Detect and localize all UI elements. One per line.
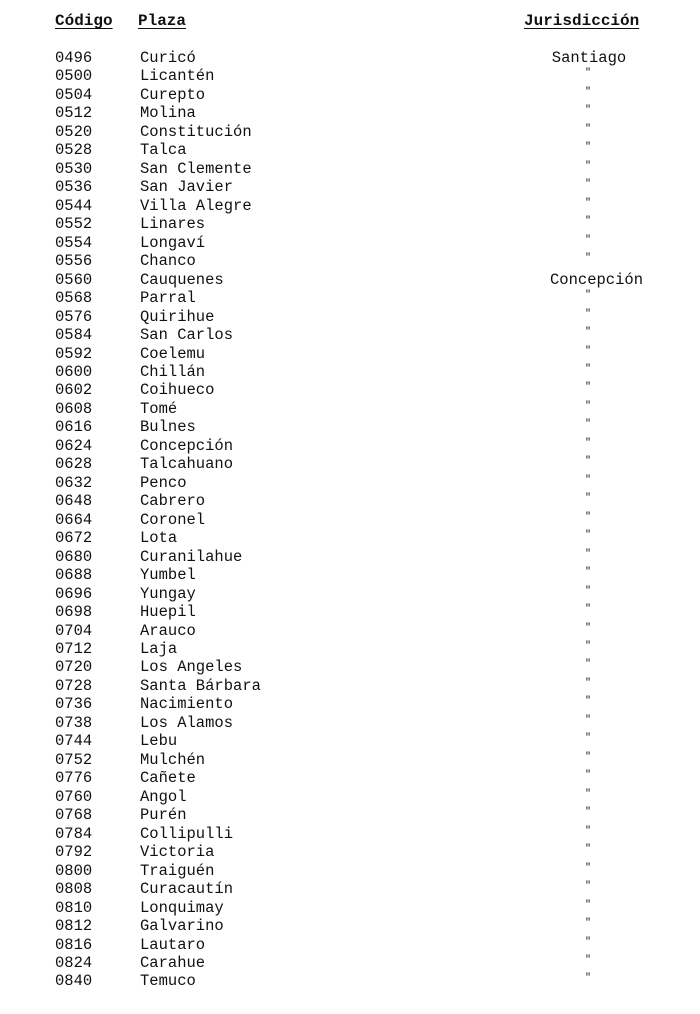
table-row (0, 529, 700, 547)
codigo-cell: 0704 (55, 621, 93, 640)
plaza-cell: Arauco (140, 621, 196, 640)
plaza-cell: Huepil (140, 603, 196, 622)
jurisdiccion-ditto-cell: " (584, 382, 591, 394)
jurisdiccion-ditto-cell: " (584, 216, 591, 228)
jurisdiccion-ditto-cell: " (584, 862, 591, 874)
jurisdiccion-ditto-cell: " (584, 474, 591, 486)
plaza-cell: Lebu (140, 732, 178, 751)
jurisdiccion-ditto-cell: " (584, 179, 591, 191)
table-row (0, 843, 700, 861)
table-row (0, 714, 700, 732)
plaza-cell: Linares (140, 215, 206, 234)
jurisdiccion-ditto-cell: " (584, 363, 591, 375)
jurisdiccion-ditto-cell: " (584, 659, 591, 671)
plaza-cell: Cabrero (140, 492, 206, 511)
table-row (0, 511, 700, 529)
jurisdiccion-ditto-cell: " (584, 677, 591, 689)
plaza-cell: Los Alamos (140, 713, 234, 732)
codigo-cell: 0784 (55, 824, 93, 843)
codigo-cell: 0500 (55, 67, 93, 86)
table-row (0, 658, 700, 676)
table-row (0, 862, 700, 880)
jurisdiccion-ditto-cell: " (584, 751, 591, 763)
jurisdiccion-ditto-cell: " (584, 400, 591, 412)
plaza-cell: Laja (140, 640, 178, 658)
jurisdiccion-ditto-cell: " (584, 160, 591, 172)
codigo-cell: 0824 (55, 953, 93, 972)
table-row (0, 936, 700, 954)
jurisdiccion-ditto-cell: " (584, 973, 591, 985)
jurisdiccion-ditto-cell: " (584, 641, 591, 652)
table-row (0, 141, 700, 159)
table-row (0, 677, 700, 695)
table-row (0, 418, 700, 436)
codigo-cell: 0560 (55, 270, 93, 289)
codigo-cell: 0576 (55, 307, 93, 326)
jurisdiccion-ditto-cell: " (584, 918, 591, 930)
jurisdiccion-ditto-cell: " (584, 197, 591, 209)
jurisdiccion-ditto-cell: " (584, 437, 591, 449)
plaza-cell: Coihueco (140, 381, 215, 400)
jurisdiccion-cell: Concepción (550, 270, 644, 289)
plaza-cell: Angol (140, 787, 187, 806)
codigo-cell: 0728 (55, 676, 93, 695)
plaza-cell: Temuco (140, 972, 196, 991)
table-row (0, 252, 700, 270)
plaza-cell: Chanco (140, 252, 196, 271)
jurisdiccion-ditto-cell: " (584, 105, 591, 117)
table-row (0, 732, 700, 750)
codigo-cell: 0688 (55, 566, 93, 585)
codigo-cell: 0530 (55, 159, 93, 178)
plaza-cell: Carahue (140, 953, 206, 972)
codigo-cell: 0720 (55, 658, 93, 677)
table-row (0, 49, 700, 67)
codigo-cell: 0608 (55, 399, 93, 418)
jurisdiccion-ditto-cell: " (584, 770, 591, 782)
jurisdiccion-ditto-cell: " (584, 548, 591, 560)
table-row (0, 363, 700, 381)
codigo-cell: 0528 (55, 141, 93, 160)
plaza-cell: Quirihue (140, 307, 215, 326)
table-body (0, 49, 700, 991)
jurisdiccion-ditto-cell: " (584, 844, 591, 856)
jurisdiccion-ditto-cell: " (584, 825, 591, 837)
codigo-cell: 0512 (55, 104, 93, 123)
jurisdiccion-ditto-cell: " (584, 142, 591, 154)
plaza-cell: Cauquenes (140, 270, 224, 289)
plaza-cell: Chillán (140, 362, 206, 381)
plaza-cell: Talca (140, 141, 187, 160)
codigo-cell: 0736 (55, 695, 93, 714)
plaza-cell: Traiguén (140, 861, 215, 880)
codigo-cell: 0624 (55, 436, 93, 455)
plaza-cell: Victoria (140, 843, 215, 862)
plaza-cell: Molina (140, 104, 196, 123)
table-row (0, 271, 700, 289)
table-row (0, 751, 700, 769)
jurisdiccion-ditto-cell: " (584, 456, 591, 468)
table-row (0, 215, 700, 233)
jurisdiccion-ditto-cell: " (584, 604, 591, 616)
table-row (0, 566, 700, 584)
codigo-cell: 0800 (55, 861, 93, 880)
plaza-cell: Nacimiento (140, 695, 234, 714)
jurisdiccion-ditto-cell: " (584, 308, 591, 320)
codigo-cell: 0552 (55, 215, 93, 234)
plaza-cell: Mulchén (140, 750, 206, 769)
codigo-cell: 0816 (55, 935, 93, 954)
header-codigo: Código (55, 12, 113, 30)
codigo-cell: 0504 (55, 85, 93, 104)
table-row (0, 769, 700, 787)
table-row (0, 788, 700, 806)
codigo-cell: 0602 (55, 381, 93, 400)
table-row (0, 289, 700, 307)
table-row (0, 104, 700, 122)
jurisdiccion-ditto-cell: " (584, 567, 591, 579)
plaza-cell: San Javier (140, 178, 234, 197)
plaza-cell: Parral (140, 289, 196, 308)
jurisdiccion-ditto-cell: " (584, 123, 591, 135)
table-row (0, 917, 700, 935)
plaza-cell: Collipulli (140, 824, 234, 843)
codigo-cell: 0536 (55, 178, 93, 197)
plaza-cell: Santa Bárbara (140, 676, 261, 695)
codigo-cell: 0584 (55, 326, 93, 345)
codigo-cell: 0568 (55, 289, 93, 308)
table-row (0, 880, 700, 898)
jurisdiccion-ditto-cell: " (584, 345, 591, 357)
table-row (0, 67, 700, 85)
table-row (0, 474, 700, 492)
plaza-cell: Longaví (140, 233, 206, 252)
codigo-cell: 0520 (55, 122, 93, 141)
jurisdiccion-ditto-cell: " (584, 622, 591, 634)
codigo-cell: 0712 (55, 640, 93, 658)
codigo-cell: 0738 (55, 713, 93, 732)
plaza-cell: Coronel (140, 510, 206, 529)
codigo-cell: 0672 (55, 529, 93, 548)
table-row (0, 455, 700, 473)
table-row (0, 806, 700, 824)
codigo-cell: 0664 (55, 510, 93, 529)
plaza-cell: Penco (140, 473, 187, 492)
jurisdiccion-ditto-cell: " (584, 714, 591, 726)
codigo-cell: 0600 (55, 362, 93, 381)
codigo-cell: 0592 (55, 344, 93, 363)
jurisdiccion-ditto-cell: " (584, 253, 591, 265)
codigo-cell: 0840 (55, 972, 93, 991)
codigo-cell: 0768 (55, 806, 93, 825)
jurisdiccion-ditto-cell: " (584, 881, 591, 893)
table-row (0, 123, 700, 141)
plaza-cell: Yumbel (140, 566, 196, 585)
plaza-cell: Tomé (140, 399, 178, 418)
plaza-cell: San Carlos (140, 326, 234, 345)
jurisdiccion-ditto-cell: " (584, 234, 591, 246)
jurisdiccion-ditto-cell: " (584, 327, 591, 339)
table-row (0, 345, 700, 363)
codigo-cell: 0632 (55, 473, 93, 492)
plaza-cell: Curacautín (140, 880, 234, 899)
codigo-cell: 0696 (55, 584, 93, 603)
header-plaza: Plaza (138, 12, 187, 30)
codigo-cell: 0792 (55, 843, 93, 862)
table-row (0, 899, 700, 917)
table-row (0, 640, 700, 658)
table-row (0, 603, 700, 621)
plaza-cell: Coelemu (140, 344, 206, 363)
codigo-cell: 0810 (55, 898, 93, 917)
jurisdiccion-cell: Santiago (551, 49, 627, 67)
jurisdiccion-ditto-cell: " (584, 530, 591, 542)
jurisdiccion-ditto-cell: " (584, 788, 591, 800)
table-row (0, 160, 700, 178)
codigo-cell: 0556 (55, 252, 93, 271)
plaza-cell: San Clemente (140, 159, 252, 178)
plaza-cell: Curepto (140, 85, 206, 104)
table-row (0, 308, 700, 326)
jurisdiccion-ditto-cell: " (584, 290, 591, 302)
codigo-cell: 0616 (55, 418, 93, 437)
jurisdiccion-ditto-cell: " (584, 936, 591, 948)
table-row (0, 437, 700, 455)
table-row (0, 400, 700, 418)
jurisdiccion-ditto-cell: " (584, 419, 591, 431)
plaza-cell: Cañete (140, 769, 196, 788)
table-row (0, 86, 700, 104)
codigo-cell: 0776 (55, 769, 93, 788)
plaza-cell: Licantén (140, 67, 215, 86)
plaza-cell: Yungay (140, 584, 196, 603)
codigo-cell: 0648 (55, 492, 93, 511)
plaza-cell: Lota (140, 529, 178, 548)
plaza-cell: Los Angeles (140, 658, 243, 677)
codigo-cell: 0628 (55, 455, 93, 474)
codigo-cell: 0680 (55, 547, 93, 566)
plaza-cell: Purén (140, 806, 187, 825)
table-row (0, 234, 700, 252)
jurisdiccion-ditto-cell: " (584, 954, 591, 966)
codigo-cell: 0698 (55, 603, 93, 622)
jurisdiccion-ditto-cell: " (584, 585, 591, 597)
jurisdiccion-ditto-cell: " (584, 68, 591, 80)
plaza-cell: Lautaro (140, 935, 206, 954)
jurisdiccion-ditto-cell: " (584, 807, 591, 819)
codigo-cell: 0496 (55, 49, 93, 67)
codigo-cell: 0544 (55, 196, 93, 215)
jurisdiccion-ditto-cell: " (584, 733, 591, 745)
table-row (0, 622, 700, 640)
plaza-cell: Bulnes (140, 418, 196, 437)
codigo-cell: 0812 (55, 917, 93, 936)
plaza-cell: Talcahuano (140, 455, 234, 474)
codigo-cell: 0752 (55, 750, 93, 769)
plaza-cell: Curicó (140, 49, 196, 67)
codigo-cell: 0744 (55, 732, 93, 751)
jurisdiccion-ditto-cell: " (584, 493, 591, 505)
codigo-cell: 0808 (55, 880, 93, 899)
table-row (0, 695, 700, 713)
table-row (0, 972, 700, 990)
jurisdiccion-ditto-cell: " (584, 899, 591, 911)
codigo-cell: 0554 (55, 233, 93, 252)
plaza-cell: Villa Alegre (140, 196, 252, 215)
table-row (0, 954, 700, 972)
jurisdiccion-ditto-cell: " (584, 696, 591, 708)
jurisdiccion-ditto-cell: " (584, 86, 591, 98)
plaza-cell: Constitución (140, 122, 252, 141)
plaza-cell: Concepción (140, 436, 234, 455)
table-row (0, 825, 700, 843)
plaza-cell: Galvarino (140, 917, 224, 936)
table-row (0, 381, 700, 399)
table-row (0, 548, 700, 566)
plaza-cell: Lonquimay (140, 898, 224, 917)
codigo-cell: 0760 (55, 787, 93, 806)
table-row (0, 197, 700, 215)
plaza-cell: Curanilahue (140, 547, 243, 566)
jurisdiccion-ditto-cell: " (584, 511, 591, 523)
table-row (0, 178, 700, 196)
table-row (0, 492, 700, 510)
table-row (0, 585, 700, 603)
table-row (0, 326, 700, 344)
header-jurisdiccion: Jurisdicción (524, 12, 640, 30)
